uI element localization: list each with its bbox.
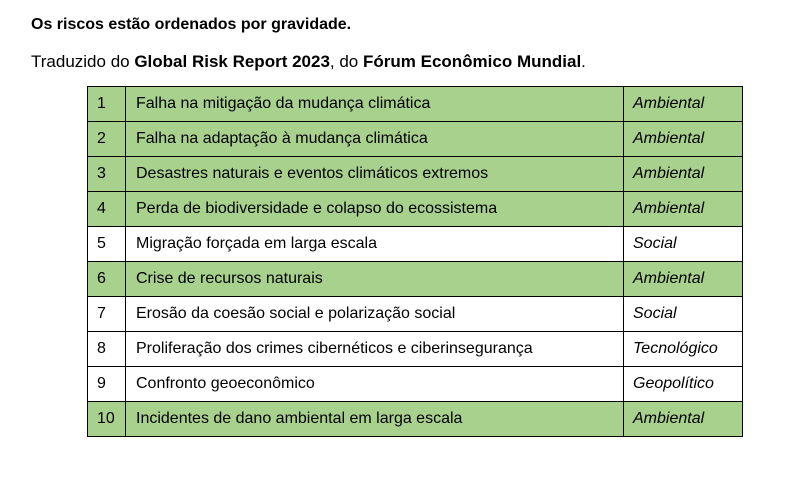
risk-cell: Confronto geoeconômico: [126, 367, 624, 402]
table-row: [88, 157, 743, 192]
category-cell: Ambiental: [624, 87, 743, 122]
rank-cell: 7: [88, 297, 126, 332]
category-cell: Ambiental: [624, 402, 743, 437]
table-row: [88, 87, 743, 122]
rank-cell: 9: [88, 367, 126, 402]
category-cell: Tecnológico: [624, 332, 743, 367]
source-line: [31, 51, 586, 73]
risk-table: [87, 86, 743, 437]
risk-cell: Perda de biodiversidade e colapso do ecossistema: [126, 192, 624, 227]
risk-cell: Erosão da coesão social e polarização social: [126, 297, 624, 332]
risk-cell: Desastres naturais e eventos climáticos extremos: [126, 157, 624, 192]
table-row: [88, 367, 743, 402]
table-row: [88, 227, 743, 262]
source-middle: , do: [329, 52, 363, 71]
page-heading: Os riscos estão ordenados por gravidade.: [31, 16, 352, 33]
report-name: Global Risk Report 2023: [134, 52, 330, 71]
organization-name: Fórum Econômico Mundial: [363, 52, 582, 71]
category-cell: Social: [624, 297, 743, 332]
risk-cell: Falha na mitigação da mudança climática: [126, 87, 624, 122]
risk-cell: Falha na adaptação à mudança climática: [126, 122, 624, 157]
rank-cell: 1: [88, 87, 126, 122]
table-row: [88, 262, 743, 297]
risk-cell: Proliferação dos crimes cibernéticos e ciberinsegurança: [126, 332, 624, 367]
rank-cell: 5: [88, 227, 126, 262]
rank-cell: 8: [88, 332, 126, 367]
source-suffix: .: [581, 52, 586, 71]
risk-cell: Incidentes de dano ambiental em larga escala: [126, 402, 624, 437]
risk-cell: Crise de recursos naturais: [126, 262, 624, 297]
rank-cell: 3: [88, 157, 126, 192]
category-cell: Ambiental: [624, 157, 743, 192]
category-cell: Ambiental: [624, 192, 743, 227]
category-cell: Ambiental: [624, 262, 743, 297]
risk-table-body: [88, 87, 743, 437]
rank-cell: 10: [88, 402, 126, 437]
table-row: [88, 332, 743, 367]
category-cell: Ambiental: [624, 122, 743, 157]
table-row: [88, 122, 743, 157]
risk-cell: Migração forçada em larga escala: [126, 227, 624, 262]
rank-cell: 4: [88, 192, 126, 227]
table-row: [88, 297, 743, 332]
rank-cell: 2: [88, 122, 126, 157]
category-cell: Geopolítico: [624, 367, 743, 402]
rank-cell: 6: [88, 262, 126, 297]
table-row: [88, 402, 743, 437]
source-prefix: Traduzido do: [31, 52, 135, 71]
category-cell: Social: [624, 227, 743, 262]
table-row: [88, 192, 743, 227]
